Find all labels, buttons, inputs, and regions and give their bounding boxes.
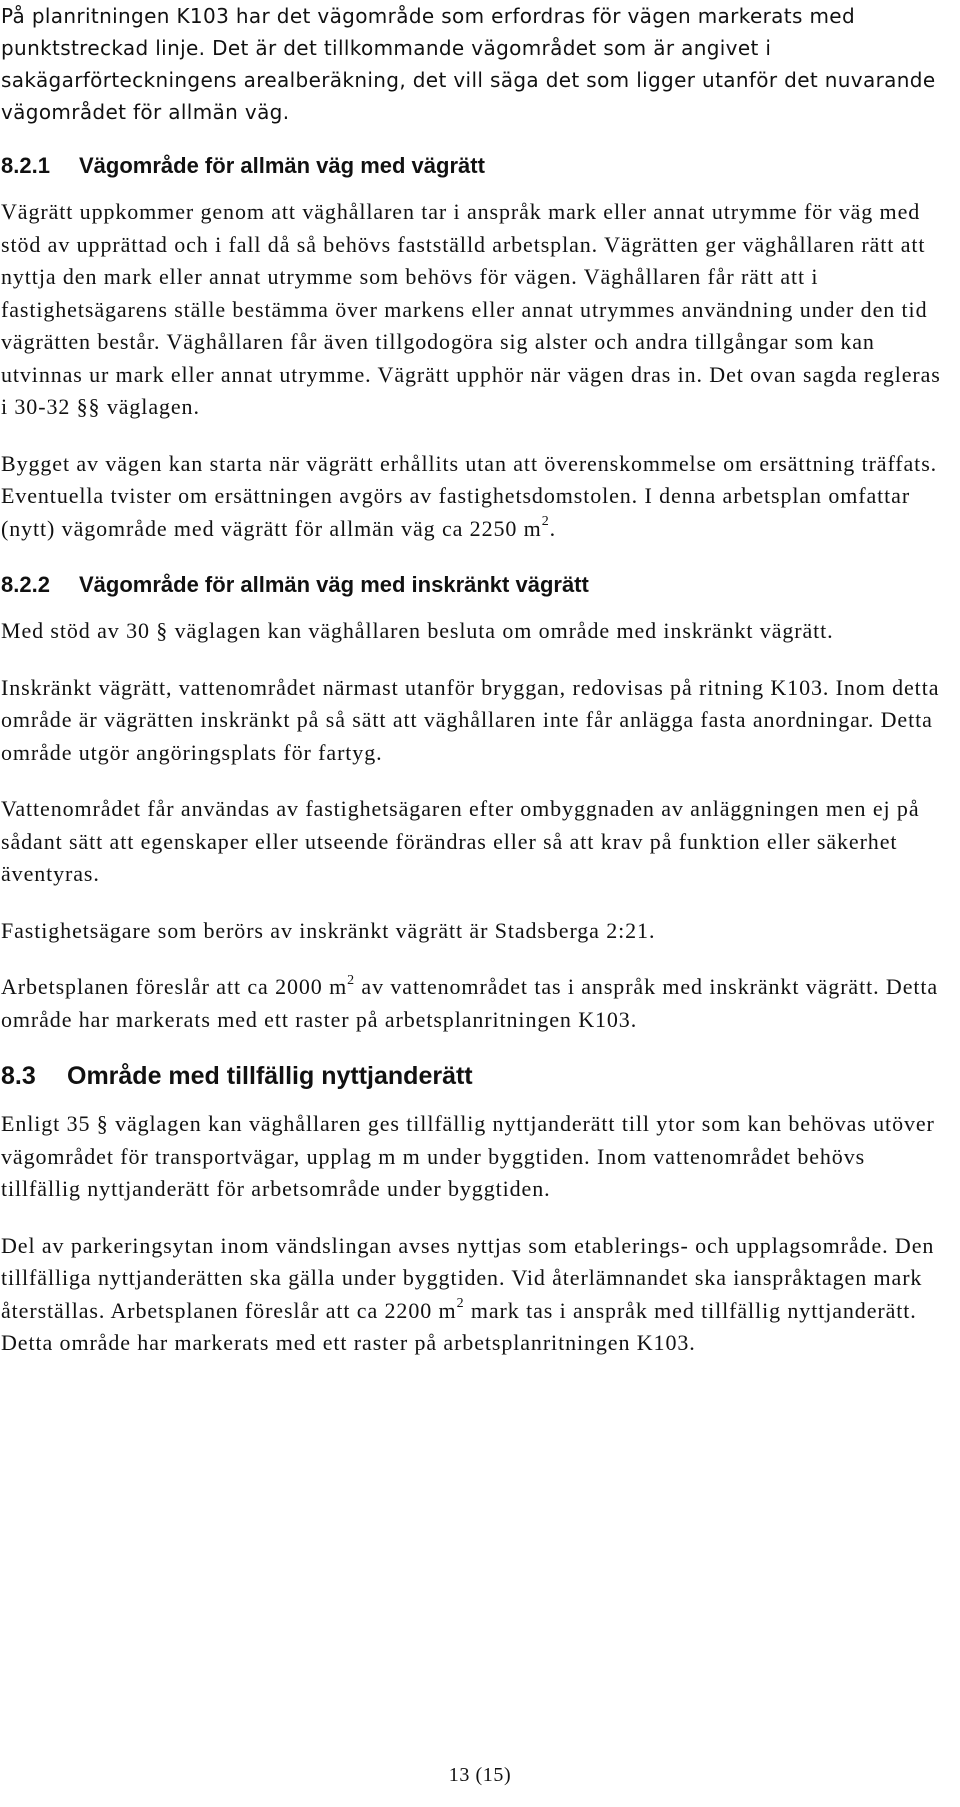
document-body — [1, 0, 951, 1384]
paragraph-inskrankt-proposal: Arbetsplanen föreslår att ca 2000 $m^2$ av vattenområdet tas i anspråk med inskränkt vägrätt. Detta område har markerats med ett raster på arbetsplanritningen K103. — [1, 972, 939, 1032]
paragraph-affected-owner: Fastighetsägare som berörs av inskränkt vägrätt är Stadsberga 2:21. — [1, 917, 656, 943]
section-title: Område med tillfällig nyttjanderätt — [67, 1062, 473, 1090]
paragraph-nyttjanderatt-proposal: Del av parkeringsytan inom vändslingan avses nyttjas som etablerings- och upplagsområde. Den tillfälliga nyttjanderätten ska gälla under byggtiden. Vid återlämnandet ska ianspråktagen mark återställas. Arbetsplanen föreslår att ca 2200 $m^2$ mark tas i anspråk med tillfällig nyttjanderätt. Detta område har markerats med ett raster på arbetsplanritningen K103. — [1, 1232, 935, 1355]
paragraph-inskrankt-area: Inskränkt vägrätt, vattenområdet närmast utanför bryggan, redovisas på ritning K103. Inom detta område är vägrätten inskränkt på så sätt att väghållaren inte får anlägga fasta anordningar. Detta område utgör angöringsplats för fartyg. — [1, 674, 940, 765]
paragraph-vattenomrade-use: Vattenområdet får användas av fastighetsägaren efter ombyggnaden av anläggningen men ej på sådant sätt att egenskaper eller utseende förändras eller så att krav på funktion eller säkerhet äventyras. — [1, 796, 920, 886]
section-heading-8-2-2 — [1, 569, 951, 601]
page-number: 13 (15) — [448, 1764, 512, 1786]
section-title: Vägområde för allmän väg med inskränkt vägrätt — [79, 572, 589, 597]
section-number: 8.2.2 — [1, 572, 50, 597]
section-heading-8-3 — [1, 1060, 951, 1092]
section-title: Vägområde för allmän väg med vägrätt — [79, 153, 485, 178]
section-number: 8.3 — [1, 1062, 36, 1090]
paragraph-nyttjanderatt-basis: Enligt 35 § väglagen kan väghållaren ges tillfällig nyttjanderätt till ytor som kan behövas utöver vägområdet för transportvägar, upplag m m under byggtiden. Inom vattenområdet behövs tillfällig nyttjanderätt för arbetsområde under byggtiden. — [1, 1111, 935, 1201]
section-heading-8-2-1 — [1, 150, 951, 182]
paragraph-vagratt-area: Bygget av vägen kan starta när vägrätt erhållits utan att överenskommelse om ersättning träffats. Eventuella tvister om ersättningen avgörs av fastighetsdomstolen. I denna arbetsplan omfattar (nytt) vägområde med vägrätt för allmän väg ca 2250 $m^2$. — [1, 450, 938, 541]
paragraph-inskrankt-basis: Med stöd av 30 § väglagen kan väghållaren besluta om område med inskränkt vägrätt. — [1, 618, 834, 643]
section-number: 8.2.1 — [1, 153, 50, 178]
paragraph-vagratt-definition: Vägrätt uppkommer genom att väghållaren tar i anspråk mark eller annat utrymme för väg med stöd av upprättad och i fall då så behövs fastställd arbetsplan. Vägrätten ger väghållaren rätt att nyttja den mark eller annat utrymme som behövs för vägen. Väghållaren får rätt att i fastighetsägarens ställe bestämma över markens eller annat utrymmes användning under den tid vägrätten består. Väghållaren får även tillgodogöra sig alster och andra tillgångar som kan utvinnas ur mark eller annat utrymme. Vägrätt upphör när vägen dras in. Det ovan sagda regleras i 30-32 §§ väglagen. — [1, 199, 941, 419]
intro-paragraph: På planritningen K103 har det vägområde som erfordras för vägen markerats med punktstreckad linje. Det är det tillkommande vägområdet som är angivet i sakägarförteckningens arealberäkning, det vill säga det som ligger utanför det nuvarande vägområdet för allmän väg. — [1, 4, 936, 124]
